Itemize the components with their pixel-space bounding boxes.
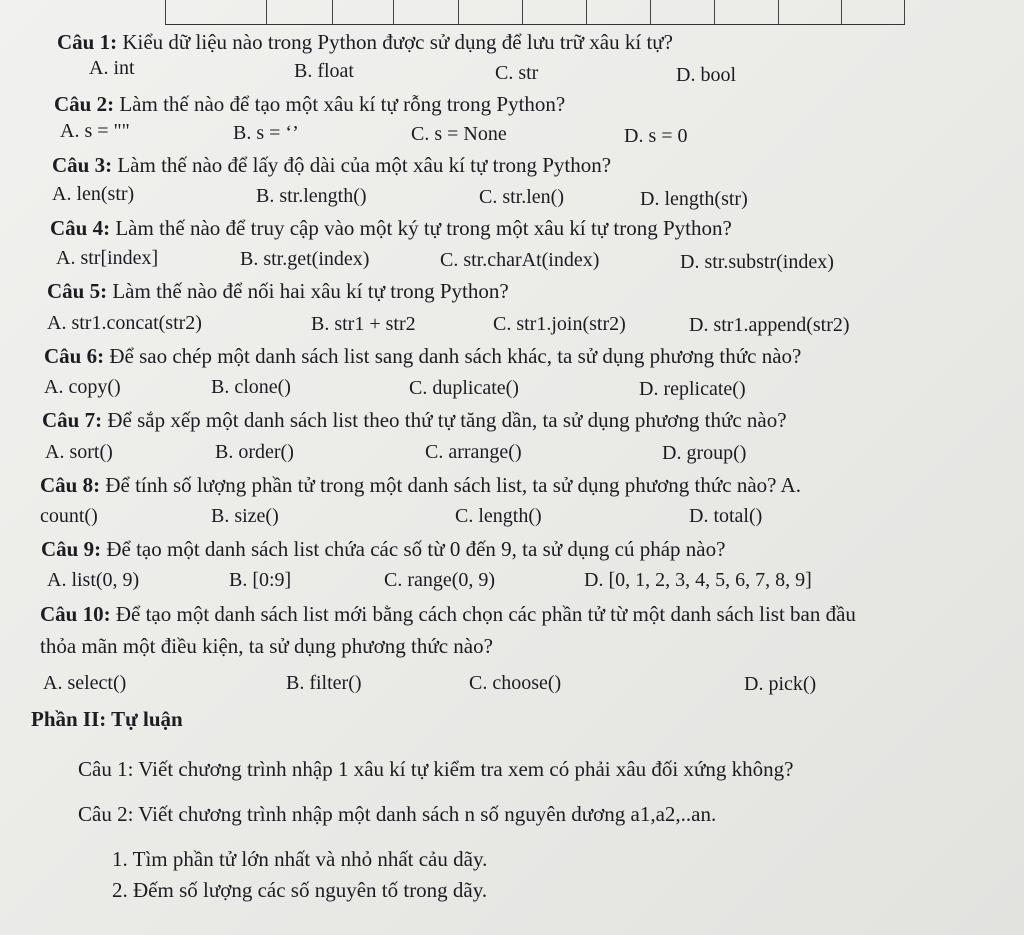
option-10b: B. filter() [286,672,362,694]
option-7b: B. order() [215,441,294,463]
option-3d: D. length(str) [640,188,748,210]
option-5c: C. str1.join(str2) [493,313,626,335]
option-3c: C. str.len() [479,186,564,208]
question-5: Câu 5: Làm thế nào để nối hai xâu kí tự trong Python? [47,279,509,303]
part2-title: Phần II: Tự luận [31,707,183,731]
option-2a: A. s = "" [60,120,130,142]
question-10-cont: thỏa mãn một điều kiện, ta sử dụng phương thức nào? [40,634,493,658]
option-6a: A. copy() [44,376,121,398]
option-1c: C. str [495,62,539,84]
option-4a: A. str[index] [56,247,159,269]
option-9b: B. [0:9] [229,569,292,591]
option-2d: D. s = 0 [624,125,688,147]
option-6d: D. replicate() [639,378,746,400]
option-2c: C. s = None [411,123,507,145]
table-cell [841,0,842,24]
option-3a: A. len(str) [52,183,135,205]
question-3: Câu 3: Làm thế nào để lấy độ dài của một xâu kí tự trong Python? [52,153,612,177]
table-cell [714,0,715,24]
option-1b: B. float [294,60,354,82]
table-cell [904,0,905,24]
table-cell [522,0,523,24]
table-cell [393,0,394,24]
question-9: Câu 9: Để tạo một danh sách list chứa các số từ 0 đến 9, ta sử dụng cú pháp nào? [41,537,726,561]
table-cell [332,0,333,24]
option-7c: C. arrange() [425,441,522,463]
option-8a: count() [40,505,98,527]
table-cell [586,0,587,24]
option-3b: B. str.length() [256,185,367,207]
option-4d: D. str.substr(index) [680,251,834,273]
option-8c: C. length() [455,505,542,527]
answer-table-top [165,0,905,25]
option-9d: D. [0, 1, 2, 3, 4, 5, 6, 7, 8, 9] [584,569,812,591]
option-10a: A. select() [43,672,127,694]
option-4c: C. str.charAt(index) [440,249,600,271]
option-4b: B. str.get(index) [240,248,370,270]
question-1: Câu 1: Kiểu dữ liệu nào trong Python được sử dụng để lưu trữ xâu kí tự? [57,30,673,54]
table-cell [650,0,651,24]
option-5d: D. str1.append(str2) [689,314,850,336]
question-8: Câu 8: Để tính số lượng phần tử trong một danh sách list, ta sử dụng phương thức nào? A. [40,473,801,497]
table-cell [266,0,267,24]
option-2b: B. s = ‘’ [233,122,299,144]
question-4: Câu 4: Làm thế nào để truy cập vào một ký tự trong một xâu kí tự trong Python? [50,216,732,240]
table-cell [458,0,459,24]
part2-q1: Câu 1: Viết chương trình nhập 1 xâu kí tự kiểm tra xem có phải xâu đối xứng không? [78,757,794,781]
option-8b: B. size() [211,505,279,527]
part2-item-2: 2. Đếm số lượng các số nguyên tố trong dãy. [112,878,488,902]
question-6: Câu 6: Để sao chép một danh sách list sang danh sách khác, ta sử dụng phương thức nào? [44,344,802,368]
option-8d: D. total() [689,505,763,527]
option-9c: C. range(0, 9) [384,569,496,591]
option-7d: D. group() [662,442,747,464]
option-10d: D. pick() [744,673,817,695]
question-7: Câu 7: Để sắp xếp một danh sách list theo thứ tự tăng dần, ta sử dụng phương thức nào? [42,408,787,432]
option-5a: A. str1.concat(str2) [47,312,202,334]
option-6b: B. clone() [211,376,291,398]
table-cell [778,0,779,24]
part2-item-1: 1. Tìm phần tử lớn nhất và nhỏ nhất cảu dãy. [112,847,488,871]
option-6c: C. duplicate() [409,377,519,399]
question-2: Câu 2: Làm thế nào để tạo một xâu kí tự rỗng trong Python? [54,92,566,116]
option-5b: B. str1 + str2 [311,313,416,335]
question-10: Câu 10: Để tạo một danh sách list mới bằng cách chọn các phần tử từ một danh sách list ban đầu [40,602,856,626]
option-9a: A. list(0, 9) [47,569,140,591]
part2-q2: Câu 2: Viết chương trình nhập một danh sách n số nguyên dương a1,a2,..an. [78,802,717,826]
table-cell [165,0,166,24]
option-1a: A. int [89,57,135,79]
option-1d: D. bool [676,64,736,86]
option-7a: A. sort() [45,441,113,463]
option-10c: C. choose() [469,672,562,694]
